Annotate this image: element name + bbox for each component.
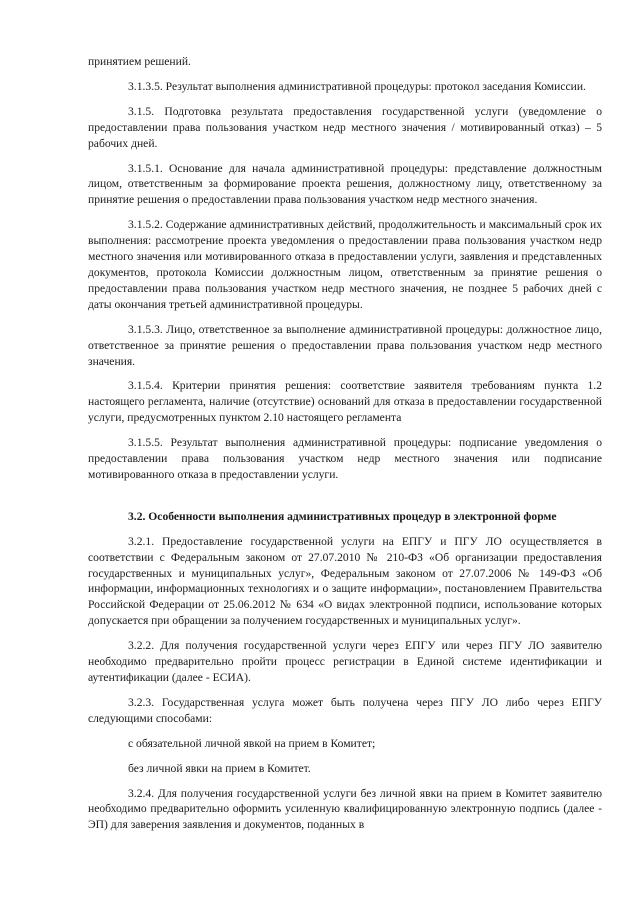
paragraph-3-1-5-5: 3.1.5.5. Результат выполнения административной процедуры: подписание уведомления о предоставлении права пользования участком недр местного значения или подписание мотивированного отказа в предоставлении услуги. <box>88 436 602 481</box>
paragraph-3-2-4: 3.2.4. Для получения государственной услуги без личной явки на прием в Комитет заявителю необходимо предварительно оформить усиленную квалифицированную электронную подпись (далее - ЭП) для заверения заявления и документов, поданных в <box>88 786 602 832</box>
paragraph-3-2-1: 3.2.1. Предоставление государственной услуги на ЕПГУ и ПГУ ЛО осуществляется в соответствии с Федеральным законом от 27.07.2010 № 210-ФЗ «Об организации предоставления государственных и муниципальных услуг», Федеральным законом от 27.07.2006 № 149-ФЗ «Об информации, информационных технологиях и о защите информации», постановлением Правительства Российской Федерации от 25.06.2012 № 634 «О видах электронной подписи, использование которых допускается при обращении за получением государственных и муниципальных услуг». <box>88 534 602 628</box>
paragraph-3-2-3: 3.2.3. Государственная услуга может быть получена через ПГУ ЛО либо через ЕПГУ следующими способами: <box>88 695 602 725</box>
paragraph-3-1-3-5: 3.1.3.5. Результат выполнения административной процедуры: протокол заседания Комиссии. <box>128 79 586 93</box>
paragraph-3-1-5-1: 3.1.5.1. Основание для начала административной процедуры: представление должностным лицом, ответственным за формирование проекта решения, должностному лицу, ответственному за принятие решения о предоставлении права пользования участком недр местного значения. <box>88 161 602 207</box>
paragraph-3-1-5-4: 3.1.5.4. Критерии принятия решения: соответствие заявителя требованиям пункта 1.2 настоящего регламента, наличие (отсутствие) оснований для отказа в предоставлении государственной услуги, предусмотренных пунктом 2.10 настоящего регламента <box>88 379 602 425</box>
list-item-without-visit: без личной явки на прием в Комитет. <box>128 761 311 775</box>
list-item-with-visit: с обязательной личной явкой на прием в Комитет; <box>128 736 376 750</box>
section-heading-3-2: 3.2. Особенности выполнения административных процедур в электронной форме <box>128 509 557 523</box>
paragraph-3-1-5: 3.1.5. Подготовка результата предоставления государственной услуги (уведомление о предоставлении права пользования участком недр местного значения / мотивированный отказ) – 5 рабочих дней. <box>88 104 602 150</box>
paragraph-3-1-5-2: 3.1.5.2. Содержание административных действий, продолжительность и максимальный срок их выполнения: рассмотрение проекта уведомления о предоставлении права пользования участком недр местного значения или мотивированного отказа в предоставлении услуги, заявления и представленных документов, протокола Комиссии должностным лицом, ответственным за принятие решения о предоставлении права пользования участком недр местного значения, не позднее 5 рабочих дней с даты окончания третьей административной процедуры. <box>88 218 602 311</box>
document-body <box>88 54 602 833</box>
paragraph-3-1-5-3: 3.1.5.3. Лицо, ответственное за выполнение административной процедуры: должностное лицо, ответственное за принятие решения о предоставлении права пользования участком недр местного значения. <box>88 322 602 368</box>
paragraph-3-2-2: 3.2.2. Для получения государственной услуги через ЕПГУ или через ПГУ ЛО заявителю необходимо предварительно пройти процесс регистрации в Единой системе идентификации и аутентификации (далее - ЕСИА). <box>88 639 602 684</box>
paragraph-decision-tail: принятием решений. <box>88 55 191 68</box>
